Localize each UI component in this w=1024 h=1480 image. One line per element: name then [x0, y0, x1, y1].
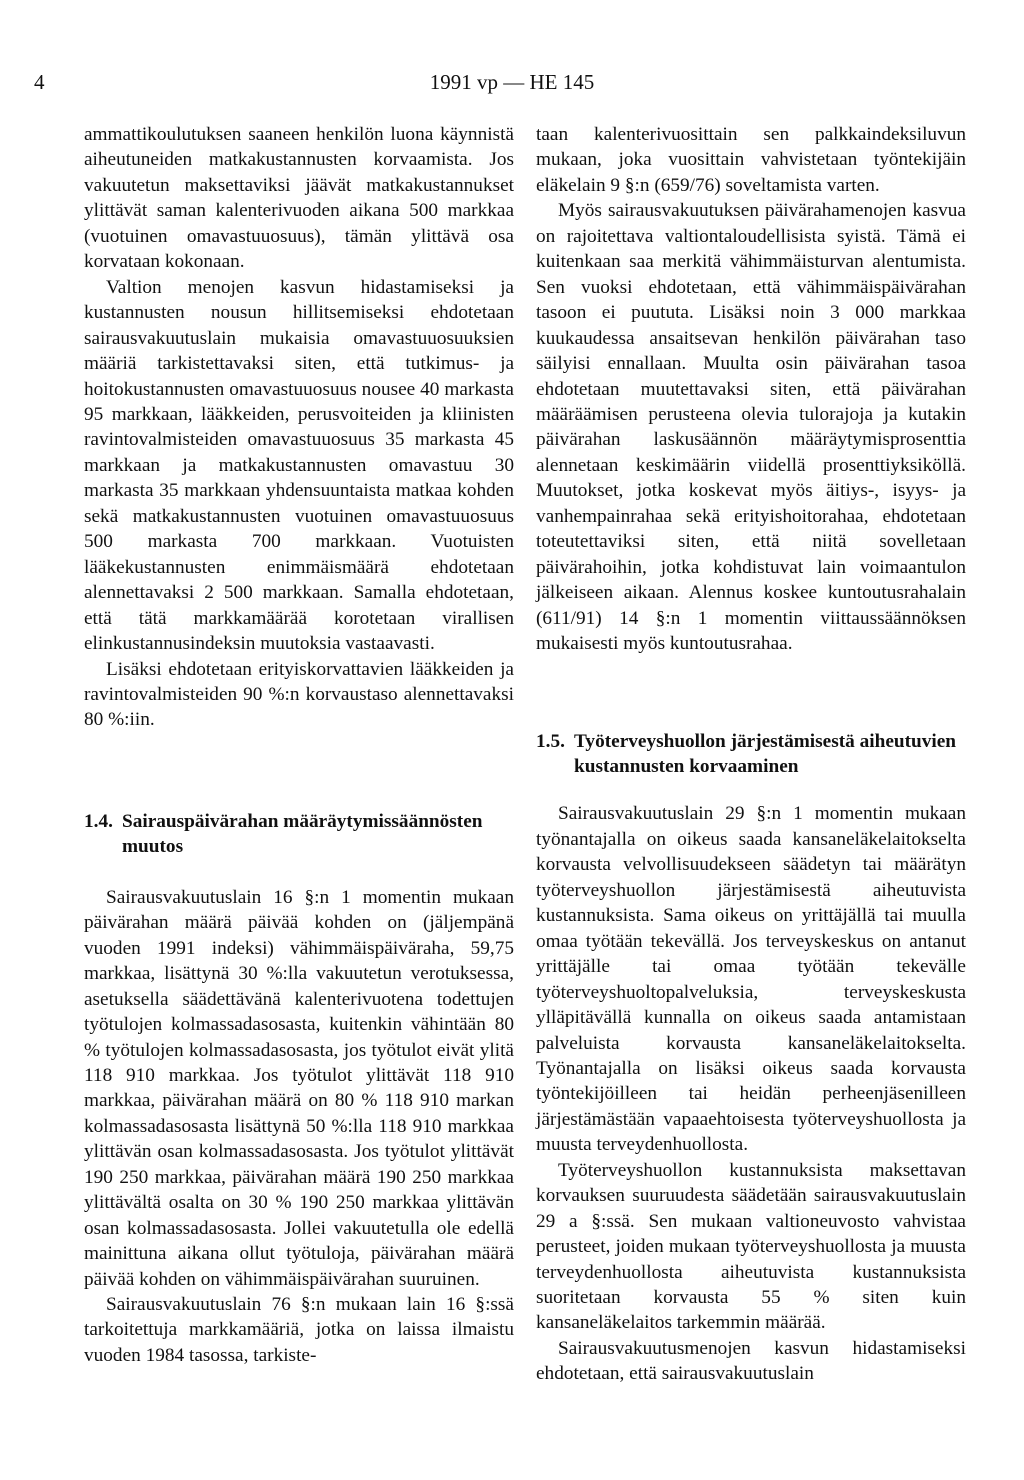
section-title: Sairauspäivärahan määräytymissäännösten muutos — [122, 810, 483, 858]
running-head: 1991 vp — HE 145 — [429, 70, 595, 94]
paragraph: Myös sairausvakuutuksen päivärahamenojen kasvua on rajoitettava valtiontaloudellisista syistä. Tämä ei kuitenkaan saa merkitä vähimmäisturvan alentumista. Sen vuoksi ehdotetaan, että vähimmäispäivärahan tasoon ei puututa. Lisäksi noin 3 000 markkaa kuukaudessa ansaitsevan henkilön päivärahan taso säilyisi ennallaan. Muulta osin päivärahan tasoa ehdotetaan muutettavaksi siten, että päivärahan määräämisen perusteena olevia tulorajoja ja kutakin päivärahan laskusäännön määräytymisprosenttia alennetaan keskimäärin viidellä prosenttiyksiköllä. Muutokset, jotka koskevat myös äitiys-, isyys- ja vanhempainrahaa sekä erityishoitorahaa, ehdotetaan toteutettaviksi siten, että niitä sovelletaan päivärahoihin, jotka kohdistuvat lain voimaantulon jälkeiseen aikaan. Alennus koskee kuntoutusrahalain (611/91) 14 §:n 1 momentin viittaussäännöksen mukaisesti myös kuntoutusrahaa. — [536, 200, 966, 655]
section-heading-1-4 — [84, 809, 514, 860]
paragraph: Sairausvakuutuslain 76 §:n mukaan lain 16 §:ssä tarkoitettuja markkamääriä, jotka on laissa ilmaistu vuoden 1984 tasossa, tarkiste- — [84, 1294, 514, 1366]
right-column — [536, 122, 966, 1387]
paragraph: Lisäksi ehdotetaan erityiskorvattavien lääkkeiden ja ravintovalmisteiden 90 %:n korvaustaso alennettavaksi 80 %:iin. — [84, 658, 514, 731]
paragraph: Sairausvakuutuslain 16 §:n 1 momentin mukaan päivärahan määrä päivää kohden on (jäljempänä vuoden 1991 indeksi) vähimmäispäiväraha, 59,75 markkaa, lisättynä 30 %:lla vakuutetun verotuksessa, asetuksella säädettävänä kalenterivuotena todettujen työtulojen kolmassadasosasta, kuitenkin vähintään 80 % työtulojen kolmassadasosasta, jos työtulot eivät ylitä 118 910 markkaa. Jos työtulot ylittävät 118 910 markkaa, päivärahan määrä on 80 % 118 910 markan kolmassadasosasta lisättynä 50 %:lla 118 910 markkaa ylittävän osan kolmassadasosasta. Jos työtulot ylittävät 190 250 markkaa, päivärahan määrä 190 250 markkaa ylittävältä osalta on 30 % 190 250 markkaa ylittävän osan kolmassadasosasta. Jollei vakuutetulla ole edellä mainittuna aikana ollut työtuloja, päivärahan määrä päivää kohden on vähimmäispäivärahan suuruinen. — [84, 886, 514, 1290]
paragraph: Sairausvakuutuslain 29 §:n 1 momentin mukaan työnantajalla on oikeus saada kansaneläkelaitokselta korvausta velvollisuudekseen säädetyn tai määrätyn työterveyshuollon järjestämisestä aiheutuvista kustannuksista. Sama oikeus on yrittäjällä tai muulla omaa työtään tekevällä. Jos terveyskeskus on antanut yrittäjälle tai omaa työtään tekevälle työterveyshuoltopalveluksia, terveyskeskusta ylläpitävällä kunnalla on oikeus saada antamistaan palveluista korvausta kansaneläkelaitokselta. Työnantajalla on lisäksi oikeus saada korvausta työntekijöilleen tai heidän perheenjäsenilleen järjestämästään vapaaehtoisesta työterveyshuollosta ja muusta terveydenhuollosta. — [536, 803, 966, 1156]
paragraph: Työterveyshuollon kustannuksista maksettavan korvauksen suuruudesta säädetään sairausvakuutuslain 29 a §:ssä. Sen mukaan valtioneuvosto vahvistaa perusteet, joiden mukaan työterveyshuollosta ja muusta terveydenhuollosta aiheutuvista kustannuksista suoritetaan korvausta 55 % siten kuin kansaneläkelaitos tarkemmin määrää. — [536, 1159, 966, 1334]
paragraph: taan kalenterivuosittain sen palkkaindeksiluvun mukaan, joka vuosittain vahvistetaan työntekijäin eläkelain 9 §:n (659/76) soveltamista varten. — [536, 124, 966, 196]
page-header — [0, 70, 1024, 100]
left-column — [84, 122, 514, 1368]
paragraph: Sairausvakuutusmenojen kasvun hidastamiseksi ehdotetaan, että sairausvakuutuslain — [536, 1337, 966, 1385]
paragraph: ammattikoulutuksen saaneen henkilön luona käynnistä aiheutuneiden matkakustannusten korvaamista. Jos vakuutetun maksettaviksi jäävät matkakustannukset ylittävät saman kalenterivuoden aikana 500 markkaa (vuotuinen omavastuuosuus), tämän ylittävä osa korvataan kokonaan. — [84, 124, 514, 273]
page-number: 4 — [34, 70, 45, 94]
section-number: 1.5. — [536, 730, 565, 752]
section-title: Työterveyshuollon järjestämisestä aiheutuvien kustannusten korvaaminen — [574, 730, 957, 777]
section-heading-1-5 — [536, 729, 966, 780]
paragraph: Valtion menojen kasvun hidastamiseksi ja kustannusten nousun hillitsemiseksi ehdotetaan sairausvakuutuslain mukaisia omavastuuosuuksien määriä tarkistettavaksi siten, että tutkimus- ja hoitokustannusten omavastuuosuus nousee 40 markasta 95 markkaan, lääkkeiden, perusvoiteiden ja kliinisten ravintovalmisteiden omavastuuosuus 35 markasta 45 markkaan ja matkakustannusten omavastuu 30 markasta 35 markkaan yhdensuuntaista matkaa kohden sekä matkakustannusten vuotuinen omavastuuosuus 500 markasta 700 markkaan. Vuotuisten lääkekustannusten enimmäismäärä ehdotetaan alennettavaksi 2 500 markkaan. Samalla ehdotetaan, että tätä markkamäärää korotetaan virallisen elinkustannusindeksin muutoksia vastaavasti. — [84, 276, 514, 655]
section-number: 1.4. — [84, 810, 113, 832]
